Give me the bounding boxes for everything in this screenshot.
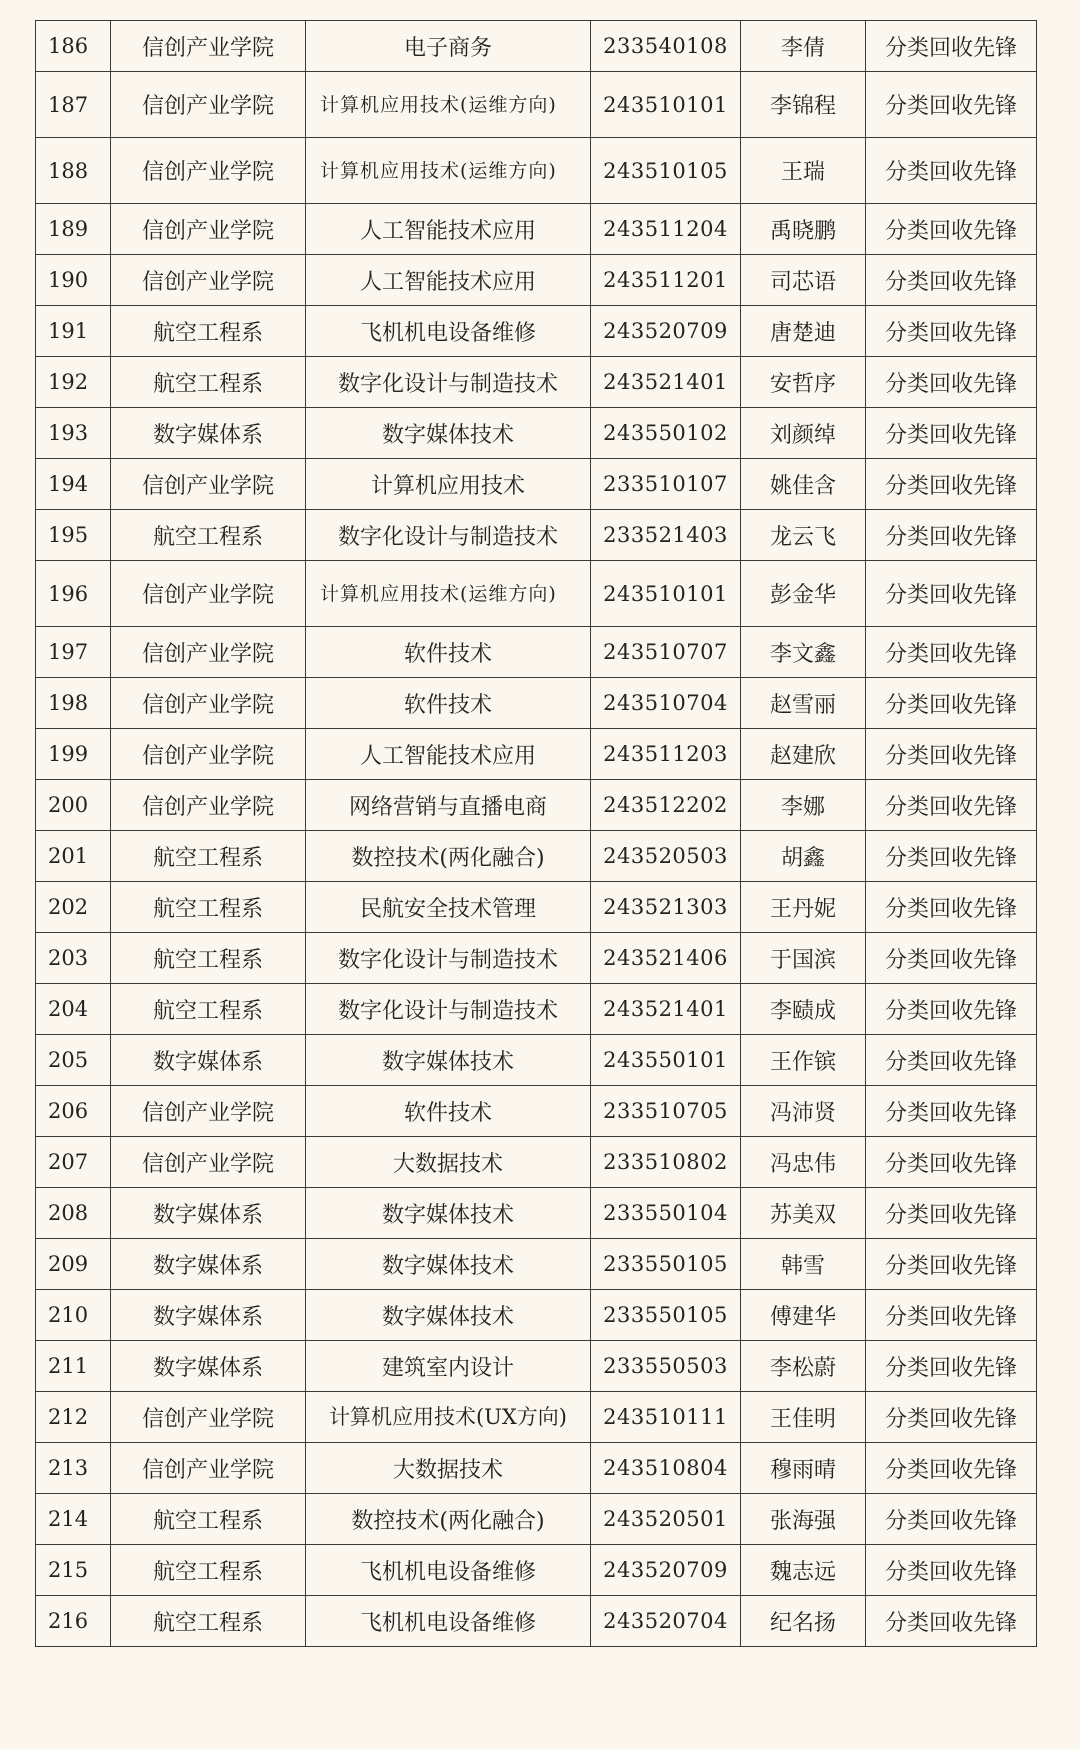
cell-student-id: 233540108	[591, 21, 741, 72]
cell-major: 数字媒体技术	[306, 1290, 591, 1341]
cell-award-title: 分类回收先锋	[866, 984, 1037, 1035]
page-bottom-margin	[0, 1740, 1080, 1749]
cell-award-title: 分类回收先锋	[866, 1392, 1037, 1443]
cell-award-title: 分类回收先锋	[866, 729, 1037, 780]
cell-serial-number: 212	[36, 1392, 111, 1443]
cell-major: 数字化设计与制造技术	[306, 984, 591, 1035]
table-row	[36, 1443, 1037, 1494]
cell-major: 计算机应用技术(UX方向)	[306, 1392, 591, 1443]
cell-student-id: 243520704	[591, 1596, 741, 1647]
cell-serial-number: 197	[36, 627, 111, 678]
cell-award-title: 分类回收先锋	[866, 561, 1037, 627]
table-row	[36, 1545, 1037, 1596]
cell-student-id: 243510105	[591, 138, 741, 204]
cell-serial-number: 186	[36, 21, 111, 72]
cell-student-name: 傅建华	[741, 1290, 866, 1341]
cell-award-title: 分类回收先锋	[866, 459, 1037, 510]
cell-student-id: 233550105	[591, 1290, 741, 1341]
cell-department: 航空工程系	[111, 831, 306, 882]
cell-student-name: 穆雨晴	[741, 1443, 866, 1494]
cell-department: 信创产业学院	[111, 459, 306, 510]
cell-serial-number: 210	[36, 1290, 111, 1341]
cell-award-title: 分类回收先锋	[866, 1545, 1037, 1596]
cell-major: 人工智能技术应用	[306, 729, 591, 780]
cell-student-name: 纪名扬	[741, 1596, 866, 1647]
cell-major: 飞机机电设备维修	[306, 1596, 591, 1647]
cell-major: 计算机应用技术(运维方向)	[306, 561, 591, 627]
cell-department: 数字媒体系	[111, 1239, 306, 1290]
cell-student-id: 243510707	[591, 627, 741, 678]
cell-award-title: 分类回收先锋	[866, 780, 1037, 831]
cell-serial-number: 215	[36, 1545, 111, 1596]
cell-student-id: 233510802	[591, 1137, 741, 1188]
cell-major: 计算机应用技术(运维方向)	[306, 72, 591, 138]
cell-major: 网络营销与直播电商	[306, 780, 591, 831]
table-row	[36, 1596, 1037, 1647]
cell-award-title: 分类回收先锋	[866, 831, 1037, 882]
cell-major: 软件技术	[306, 1086, 591, 1137]
cell-student-name: 李文鑫	[741, 627, 866, 678]
cell-department: 信创产业学院	[111, 1137, 306, 1188]
cell-award-title: 分类回收先锋	[866, 1035, 1037, 1086]
cell-award-title: 分类回收先锋	[866, 1443, 1037, 1494]
cell-department: 信创产业学院	[111, 627, 306, 678]
table-row	[36, 780, 1037, 831]
cell-student-id: 233510705	[591, 1086, 741, 1137]
cell-department: 数字媒体系	[111, 1290, 306, 1341]
cell-student-name: 姚佳含	[741, 459, 866, 510]
cell-department: 航空工程系	[111, 306, 306, 357]
table-row	[36, 1188, 1037, 1239]
cell-department: 信创产业学院	[111, 204, 306, 255]
cell-student-id: 243521401	[591, 357, 741, 408]
cell-award-title: 分类回收先锋	[866, 1188, 1037, 1239]
cell-award-title: 分类回收先锋	[866, 678, 1037, 729]
cell-department: 航空工程系	[111, 882, 306, 933]
cell-serial-number: 188	[36, 138, 111, 204]
cell-serial-number: 194	[36, 459, 111, 510]
table-row	[36, 729, 1037, 780]
cell-major: 数字化设计与制造技术	[306, 933, 591, 984]
cell-student-id: 233550503	[591, 1341, 741, 1392]
cell-serial-number: 213	[36, 1443, 111, 1494]
cell-student-id: 243521303	[591, 882, 741, 933]
cell-department: 信创产业学院	[111, 561, 306, 627]
cell-award-title: 分类回收先锋	[866, 1341, 1037, 1392]
cell-student-name: 冯沛贤	[741, 1086, 866, 1137]
cell-department: 航空工程系	[111, 510, 306, 561]
cell-department: 信创产业学院	[111, 780, 306, 831]
cell-department: 航空工程系	[111, 933, 306, 984]
cell-serial-number: 204	[36, 984, 111, 1035]
cell-serial-number: 206	[36, 1086, 111, 1137]
cell-department: 航空工程系	[111, 1596, 306, 1647]
cell-student-name: 安哲序	[741, 357, 866, 408]
cell-department: 信创产业学院	[111, 21, 306, 72]
cell-major: 数控技术(两化融合)	[306, 1494, 591, 1545]
cell-student-name: 司芯语	[741, 255, 866, 306]
cell-serial-number: 200	[36, 780, 111, 831]
cell-department: 信创产业学院	[111, 729, 306, 780]
cell-student-name: 王作镔	[741, 1035, 866, 1086]
table-row	[36, 1392, 1037, 1443]
cell-student-id: 243511204	[591, 204, 741, 255]
cell-student-id: 243510704	[591, 678, 741, 729]
cell-student-id: 243512202	[591, 780, 741, 831]
cell-major: 软件技术	[306, 678, 591, 729]
table-row	[36, 408, 1037, 459]
cell-award-title: 分类回收先锋	[866, 1239, 1037, 1290]
cell-department: 信创产业学院	[111, 72, 306, 138]
cell-award-title: 分类回收先锋	[866, 882, 1037, 933]
cell-student-name: 李倩	[741, 21, 866, 72]
cell-serial-number: 192	[36, 357, 111, 408]
table-row	[36, 1086, 1037, 1137]
cell-award-title: 分类回收先锋	[866, 255, 1037, 306]
cell-serial-number: 195	[36, 510, 111, 561]
cell-major: 建筑室内设计	[306, 1341, 591, 1392]
table-row	[36, 1341, 1037, 1392]
table-row	[36, 357, 1037, 408]
cell-student-name: 张海强	[741, 1494, 866, 1545]
cell-major: 数字化设计与制造技术	[306, 510, 591, 561]
cell-student-name: 禹晓鹏	[741, 204, 866, 255]
cell-award-title: 分类回收先锋	[866, 306, 1037, 357]
cell-award-title: 分类回收先锋	[866, 72, 1037, 138]
table-row	[36, 1137, 1037, 1188]
cell-student-name: 韩雪	[741, 1239, 866, 1290]
cell-department: 信创产业学院	[111, 1443, 306, 1494]
cell-serial-number: 187	[36, 72, 111, 138]
cell-award-title: 分类回收先锋	[866, 627, 1037, 678]
cell-department: 信创产业学院	[111, 1392, 306, 1443]
cell-student-id: 233550104	[591, 1188, 741, 1239]
cell-award-title: 分类回收先锋	[866, 357, 1037, 408]
cell-student-id: 243520709	[591, 1545, 741, 1596]
cell-major: 数字媒体技术	[306, 1188, 591, 1239]
table-row	[36, 627, 1037, 678]
cell-award-title: 分类回收先锋	[866, 138, 1037, 204]
cell-student-name: 苏美双	[741, 1188, 866, 1239]
cell-major: 人工智能技术应用	[306, 204, 591, 255]
cell-major: 计算机应用技术(运维方向)	[306, 138, 591, 204]
cell-student-id: 243511201	[591, 255, 741, 306]
cell-student-id: 243521406	[591, 933, 741, 984]
cell-award-title: 分类回收先锋	[866, 1494, 1037, 1545]
cell-department: 数字媒体系	[111, 1035, 306, 1086]
cell-student-id: 243510111	[591, 1392, 741, 1443]
table-row	[36, 678, 1037, 729]
cell-student-id: 243520503	[591, 831, 741, 882]
cell-student-name: 李锦程	[741, 72, 866, 138]
cell-student-id: 243520709	[591, 306, 741, 357]
cell-department: 航空工程系	[111, 357, 306, 408]
cell-student-name: 王丹妮	[741, 882, 866, 933]
cell-student-id: 233521403	[591, 510, 741, 561]
cell-student-name: 冯忠伟	[741, 1137, 866, 1188]
cell-serial-number: 214	[36, 1494, 111, 1545]
cell-student-name: 刘颜绰	[741, 408, 866, 459]
cell-department: 航空工程系	[111, 1545, 306, 1596]
cell-major: 大数据技术	[306, 1443, 591, 1494]
cell-serial-number: 189	[36, 204, 111, 255]
cell-major: 数字媒体技术	[306, 408, 591, 459]
cell-serial-number: 202	[36, 882, 111, 933]
cell-student-id: 233550105	[591, 1239, 741, 1290]
cell-award-title: 分类回收先锋	[866, 1596, 1037, 1647]
table-row	[36, 306, 1037, 357]
award-list-table	[35, 20, 1037, 1647]
cell-student-id: 243511203	[591, 729, 741, 780]
table-row	[36, 1494, 1037, 1545]
cell-serial-number: 196	[36, 561, 111, 627]
cell-major: 数字媒体技术	[306, 1239, 591, 1290]
table-row	[36, 882, 1037, 933]
cell-major: 数字化设计与制造技术	[306, 357, 591, 408]
cell-student-name: 于国滨	[741, 933, 866, 984]
cell-student-name: 李娜	[741, 780, 866, 831]
table-row	[36, 1035, 1037, 1086]
cell-serial-number: 198	[36, 678, 111, 729]
table-row	[36, 561, 1037, 627]
cell-award-title: 分类回收先锋	[866, 933, 1037, 984]
cell-major: 飞机机电设备维修	[306, 306, 591, 357]
table-row	[36, 21, 1037, 72]
cell-department: 信创产业学院	[111, 678, 306, 729]
cell-department: 数字媒体系	[111, 1341, 306, 1392]
cell-major: 软件技术	[306, 627, 591, 678]
cell-student-name: 彭金华	[741, 561, 866, 627]
cell-award-title: 分类回收先锋	[866, 510, 1037, 561]
cell-major: 民航安全技术管理	[306, 882, 591, 933]
cell-student-id: 243550102	[591, 408, 741, 459]
cell-serial-number: 211	[36, 1341, 111, 1392]
cell-student-id: 243510804	[591, 1443, 741, 1494]
cell-serial-number: 190	[36, 255, 111, 306]
table-row	[36, 255, 1037, 306]
cell-award-title: 分类回收先锋	[866, 1086, 1037, 1137]
cell-department: 数字媒体系	[111, 408, 306, 459]
table-row	[36, 510, 1037, 561]
cell-student-id: 243521401	[591, 984, 741, 1035]
cell-award-title: 分类回收先锋	[866, 1290, 1037, 1341]
cell-department: 航空工程系	[111, 984, 306, 1035]
cell-student-name: 王佳明	[741, 1392, 866, 1443]
cell-student-name: 王瑞	[741, 138, 866, 204]
cell-department: 信创产业学院	[111, 138, 306, 204]
cell-student-name: 李松蔚	[741, 1341, 866, 1392]
cell-student-id: 243520501	[591, 1494, 741, 1545]
cell-major: 计算机应用技术	[306, 459, 591, 510]
table-row	[36, 459, 1037, 510]
cell-student-name: 胡鑫	[741, 831, 866, 882]
cell-major: 大数据技术	[306, 1137, 591, 1188]
cell-serial-number: 191	[36, 306, 111, 357]
cell-serial-number: 199	[36, 729, 111, 780]
cell-serial-number: 209	[36, 1239, 111, 1290]
cell-serial-number: 208	[36, 1188, 111, 1239]
cell-serial-number: 193	[36, 408, 111, 459]
cell-student-name: 魏志远	[741, 1545, 866, 1596]
cell-major: 数控技术(两化融合)	[306, 831, 591, 882]
cell-major: 电子商务	[306, 21, 591, 72]
cell-award-title: 分类回收先锋	[866, 1137, 1037, 1188]
table-row	[36, 204, 1037, 255]
table-row	[36, 1290, 1037, 1341]
cell-department: 航空工程系	[111, 1494, 306, 1545]
cell-department: 数字媒体系	[111, 1188, 306, 1239]
table-row	[36, 831, 1037, 882]
table-row	[36, 72, 1037, 138]
cell-major: 飞机机电设备维修	[306, 1545, 591, 1596]
cell-major: 人工智能技术应用	[306, 255, 591, 306]
cell-student-name: 龙云飞	[741, 510, 866, 561]
cell-award-title: 分类回收先锋	[866, 408, 1037, 459]
cell-serial-number: 207	[36, 1137, 111, 1188]
cell-student-id: 233510107	[591, 459, 741, 510]
table-row	[36, 1239, 1037, 1290]
cell-major: 数字媒体技术	[306, 1035, 591, 1086]
table-body	[36, 21, 1037, 1647]
cell-student-name: 唐楚迪	[741, 306, 866, 357]
cell-award-title: 分类回收先锋	[866, 21, 1037, 72]
cell-student-id: 243510101	[591, 72, 741, 138]
table-row	[36, 933, 1037, 984]
cell-student-name: 李赜成	[741, 984, 866, 1035]
cell-department: 信创产业学院	[111, 1086, 306, 1137]
cell-award-title: 分类回收先锋	[866, 204, 1037, 255]
cell-student-id: 243550101	[591, 1035, 741, 1086]
cell-student-name: 赵雪丽	[741, 678, 866, 729]
cell-serial-number: 203	[36, 933, 111, 984]
cell-student-name: 赵建欣	[741, 729, 866, 780]
cell-serial-number: 201	[36, 831, 111, 882]
table-row	[36, 984, 1037, 1035]
cell-serial-number: 216	[36, 1596, 111, 1647]
cell-student-id: 243510101	[591, 561, 741, 627]
table-row	[36, 138, 1037, 204]
cell-department: 信创产业学院	[111, 255, 306, 306]
cell-serial-number: 205	[36, 1035, 111, 1086]
